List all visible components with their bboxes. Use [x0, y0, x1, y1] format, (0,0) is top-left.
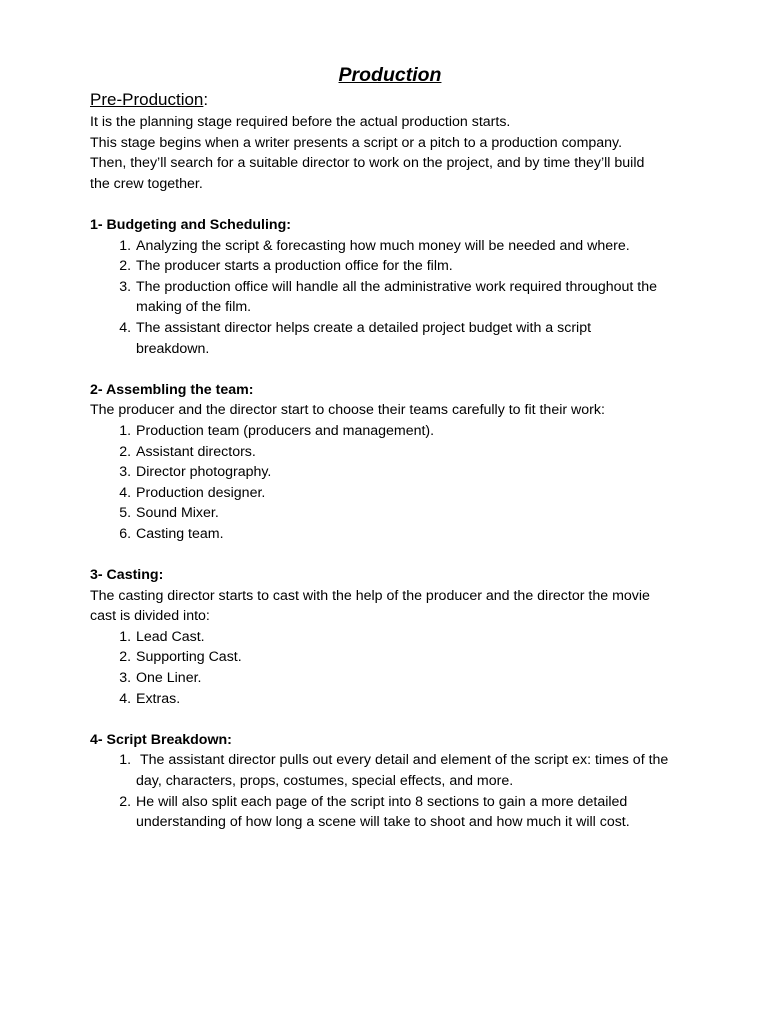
intro-line: This stage begins when a writer presents a script or a pitch to a production company. — [90, 134, 623, 151]
list-item: 1. Production team (producers and management). — [135, 421, 690, 442]
document-page — [90, 62, 690, 833]
list-item: 3. One Liner. — [135, 668, 690, 689]
list-item: 3. Director photography. — [135, 462, 690, 483]
list-item: 4. Extras. — [135, 689, 690, 710]
list-item: 4. The assistant director helps create a detailed project budget with a script breakdown. — [135, 318, 626, 359]
list-item: 3. The production office will handle all the administrative work required throughout the making of the film. — [135, 277, 690, 318]
section-heading-script-breakdown: 4- Script Breakdown: — [90, 731, 232, 748]
list-item: 2. Assistant directors. — [135, 442, 690, 463]
document-title: Production — [338, 64, 442, 86]
list-item: 5. Sound Mixer. — [135, 503, 690, 524]
list-item: 2. Supporting Cast. — [135, 647, 690, 668]
list-item: 4. Production designer. — [135, 483, 690, 504]
intro-line: It is the planning stage required before the actual production starts. — [90, 114, 511, 130]
list-item: 1. The assistant director pulls out every detail and element of the script ex: times of the day, characters, props, costumes, special effects, and more. — [135, 750, 690, 791]
section-heading-budgeting: 1- Budgeting and Scheduling: — [90, 216, 291, 233]
section-intro: The casting director starts to cast with the help of the producer and the director the movie cast is divided into: — [90, 587, 650, 625]
section-heading-casting: 3- Casting: — [90, 567, 164, 584]
list-item: 1. Lead Cast. — [135, 627, 690, 648]
team-list — [90, 421, 690, 545]
budgeting-list — [90, 236, 690, 360]
pre-production-heading-colon: : — [203, 90, 209, 109]
pre-production-heading — [90, 88, 690, 112]
pre-production-heading-text: Pre-Production — [90, 90, 204, 109]
list-item: 6. Casting team. — [135, 524, 690, 545]
section-intro: The producer and the director start to choose their teams carefully to fit their work: — [90, 402, 605, 419]
list-item: 2. He will also split each page of the script into 8 sections to gain a more detailed understanding of how long a scene will take to shoot and how much it will cost. — [135, 792, 690, 833]
section-heading-assembling-team: 2- Assembling the team: — [90, 381, 254, 398]
cast-list — [90, 627, 690, 709]
list-item: 2. The producer starts a production office for the film. — [135, 256, 690, 277]
script-breakdown-list — [90, 750, 690, 832]
list-item: 1. Analyzing the script & forecasting how much money will be needed and where. — [135, 236, 690, 257]
intro-line: Then, they’ll search for a suitable director to work on the project, and by time they’ll build the crew together. — [90, 155, 645, 192]
